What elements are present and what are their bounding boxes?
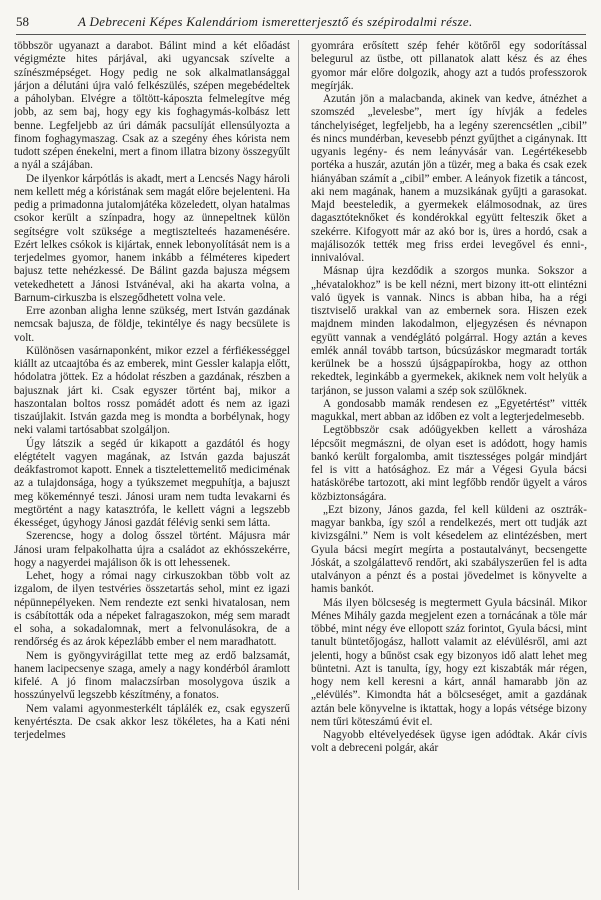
paragraph: Azután jön a malacbanda, akinek van kedve, átnézhet a szomszéd „levelesbe”, mert így hívják a fedeles tánchelyiséget, legfeljebb, ha a legény szerencsétlen „cibil” és nincs mundérban, kevesebb pénzt gyűjthet a cigánynak. Itt ugyanis legény- és nem leányvásár van. Legértékesebb portéka a huszár, azután jön a tüzér, meg a baka és csak ezek hiányában számít a „cibil” ember. A leányok fizetik a táncost, aki nem magának, hanem a muzsikának gyűjti a garasokat. Majd beesteledik, a gyermekek elálmosodnak, az üres dagasztóteknőket és kondérokkal együtt felteszik őket a szekérre. Kifogyott már az akó bor is, üres a hordó, csak a majálisozók tették meg friss erdei levegővel és enni-, innivalóval.	[311, 93, 587, 264]
paragraph: Erre azonban aligha lenne szükség, mert István gazdának nemcsak bajusza, de földje, tekintélye és nagy becsülete is volt.	[14, 305, 290, 344]
paragraph: Legtöbbször csak adóügyekben kellett a városháza lépcsőit megmászni, de olyan eset is adódott, hogy hamis bankó került forgalomba, amit tisztességes polgár mindjárt fel is vitt a hatósághoz. Ez már a Végesi Gyula bácsi hatáskörébe tartozott, aki mint legfőbb rendőr ügyelt a város közbiztonságára.	[311, 424, 587, 503]
paragraph: Különösen vasárnaponként, mikor ezzel a férfiékességgel kiállt az utcaajtóba és az emberek, mint Gessler kalapja előtt, hódolatra jöttek. Ez a hódolat részben a gazdának, részben a bajusznak járt ki. Csak egyszer történt baj, mikor a haszontalan boltos rossz pomádét adott és nem az igazi tiszaújlakit. István gazda meg is mondta a borbélynak, hogy neki valami tartósabbat szolgáljon.	[14, 344, 290, 437]
paragraph: Szerencse, hogy a dolog ősszel történt. Májusra már Jánosi uram felpakolhatta újra a családot az ekhósszekérre, hogy a nagyerdei majálison ők is ott lehessenek.	[14, 530, 290, 569]
page-number: 58	[16, 14, 29, 29]
paragraph: többször ugyanazt a darabot. Bálint mind a két előadást végigmézte hites párjával, aki ugyancsak szívelte a színészmépséget. Hogy pedig ne sok alkalmatlansággal járjon a délutáni újra való felkészülés, szépen megebédeltek a páholyban. Elvégre a töltött-káposzta felmelegítve még jobb, az sem baj, hogy egy kis foghagymás-kolbász lett benne. Legfeljebb az úri dámák pacsulíját ellensúlyozta a finom foghagymaszag. Csak az a szegény éhes kórista nem tudott szépen énekelni, mert a finom illatra bizony összegyűlt a nyál a szájában.	[14, 40, 290, 172]
paragraph: Nem is gyöngyvirágillat tette meg az erdő balzsamát, hanem lacipecsenye szaga, amely a nagy kondérból áramlott kifelé. A jó finom malaczsírban mosolygova úszik a hosszúnyelvű legszebb készítmény, a fonatos.	[14, 649, 290, 702]
running-header	[16, 14, 586, 35]
running-title: A Debreceni Képes Kalendáriom ismeretterjesztő és szépirodalmi része.	[78, 14, 473, 29]
paragraph: gyomrára erősített szép fehér kötőről egy sodorítással belegurul az üstbe, ott pillanatok alatt kész és az éhes gyomor már előre dolgozik, ahogy azt a tudós professzorok megírják.	[311, 40, 587, 92]
paragraph: „Ezt bizony, János gazda, fel kell küldeni az osztrák-magyar bankba, így szól a rendelkezés, mert ott tudják azt kivizsgálni.” Nem is volt késedelem az elintézésben, mert Gyula bácsi megírt megírta a postautalványt, becsengette Jóskát, a szolgálattevő rendőrt, aki szabályszerűen fel is adta utalványon a pénzt és a postai jövedelmet is könyvelte a hamis bankót.	[311, 503, 587, 596]
paragraph: Nagyobb eltévelyedések ügyse igen adódtak. Akár cívis volt a debreceni polgár, akár	[311, 729, 587, 755]
paragraph: Másnap újra kezdődik a szorgos munka. Sokszor a „hévatalokhoz” is be kell nézni, mert bizony itt-ott elintézni való ügyek is vannak. Nincs is abban hiba, ha a régi tisztviselő urakkal van az embernek sora. Hiszen ezek majdnem minden lakodalmon, eljegyzésen és névnapon együtt vannak a vendéglátó polgárral. Hogy aztán a keves emlék annál tovább tartson, búcsúzáskor megmaradt torták kerülnek be a hosszú újságpapírokba, hogy az otthon rekedtek, leginkább a gyermekek, akiknek nem volt helyük a tarjánon, se jusson valami a szép sok szülőknek.	[311, 265, 587, 397]
paragraph: Más ilyen bölcseség is megtermett Gyula bácsinál. Mikor Ménes Mihály gazda megjelent ezen a tornácának a töle már többé, mint négy éve ellopott száz forintot, Gyula bácsi, mint tanult büntetőjogász, hallott valamit az elévülésről, ami azt jelenti, hogy a bűnöst csak egy bizonyos idő alatt lehet meg büntetni. Azt is tanulta, így, hogy ezt kiszabták már régen, hogy nem kell keresni a kárt, annál hamarabb jön az „elévülés”. Kimondta hát a bölcseséget, amit a gazdának aztán bele könyvelne is iktattak, hogy a lopás vétsége bizony nem tűri köteszámú évit el.	[311, 596, 587, 728]
left-column	[14, 40, 290, 892]
paragraph: Úgy látszik a segéd úr kikapott a gazdától és hogy elégtételt vagyen magának, az István gazda bajuszát deákfastromot kapott. Ennek a tisztelettemelitő mediciménak az a tulajdonsága, hogy a tyúkszemet megpuhítja, a bajuszt meg kökeménnyé teszi. Jánosi uram nem tudta levakarni és megtörtént a nagy katasztrófa, le kellett vágni a legszebb ékességet, úgyhogy Jánosi gazdát félévig senki sem látta.	[14, 437, 290, 529]
paragraph: Lehet, hogy a római nagy cirkuszokban több volt az izgalom, de ilyen testvéries összetartás sehol, mint ez igazi népünnepélyeken. Nem rendezte ezt senki hivatalosan, nem is csábították oda a népeket falragaszokon, még sem maradt el soha, a sokadalomnak, mert a felvonulásokra, de a rendőrség és az árok képezlább ember el nem maradhatott.	[14, 570, 290, 649]
paragraph: Nem valami agyonmesterkélt táplálék ez, csak egyszerű kenyértészta. De csak akkor lesz tökéletes, ha a Kati néni terjedelmes	[14, 702, 290, 741]
paragraph: De ilyenkor kárpótlás is akadt, mert a Lencsés Nagy hároli nem kellett még a kóristának sem magát előre bejelenteni. Ha pedig a primadonna jutalomjátéka közeledett, olyan hatalmas csokor került a színpadra, hogy az ünnepeltnek külön segítségre volt szüksége a megtisztelteés hazamenésére. Ezért lelkes csókok is kijártak, ennek lebonyolítását nem is a terjedelmes gyomor, hanem inkább a félméteres kipedert bajusz tette nehézkessé. De Bálint gazda bajusza mégsem vetekedhetett a Jánosi Istvánéval, aki ha akarta volna, a Barnum-cirkuszba is elszegődhetett volna vele.	[14, 172, 290, 304]
column-divider	[298, 40, 299, 890]
right-column	[311, 40, 587, 892]
paragraph: A gondosabb mamák rendesen ez „Egyetértést” vitték magukkal, mert abban az időben ez volt a legterjedelmesebb.	[311, 397, 587, 423]
